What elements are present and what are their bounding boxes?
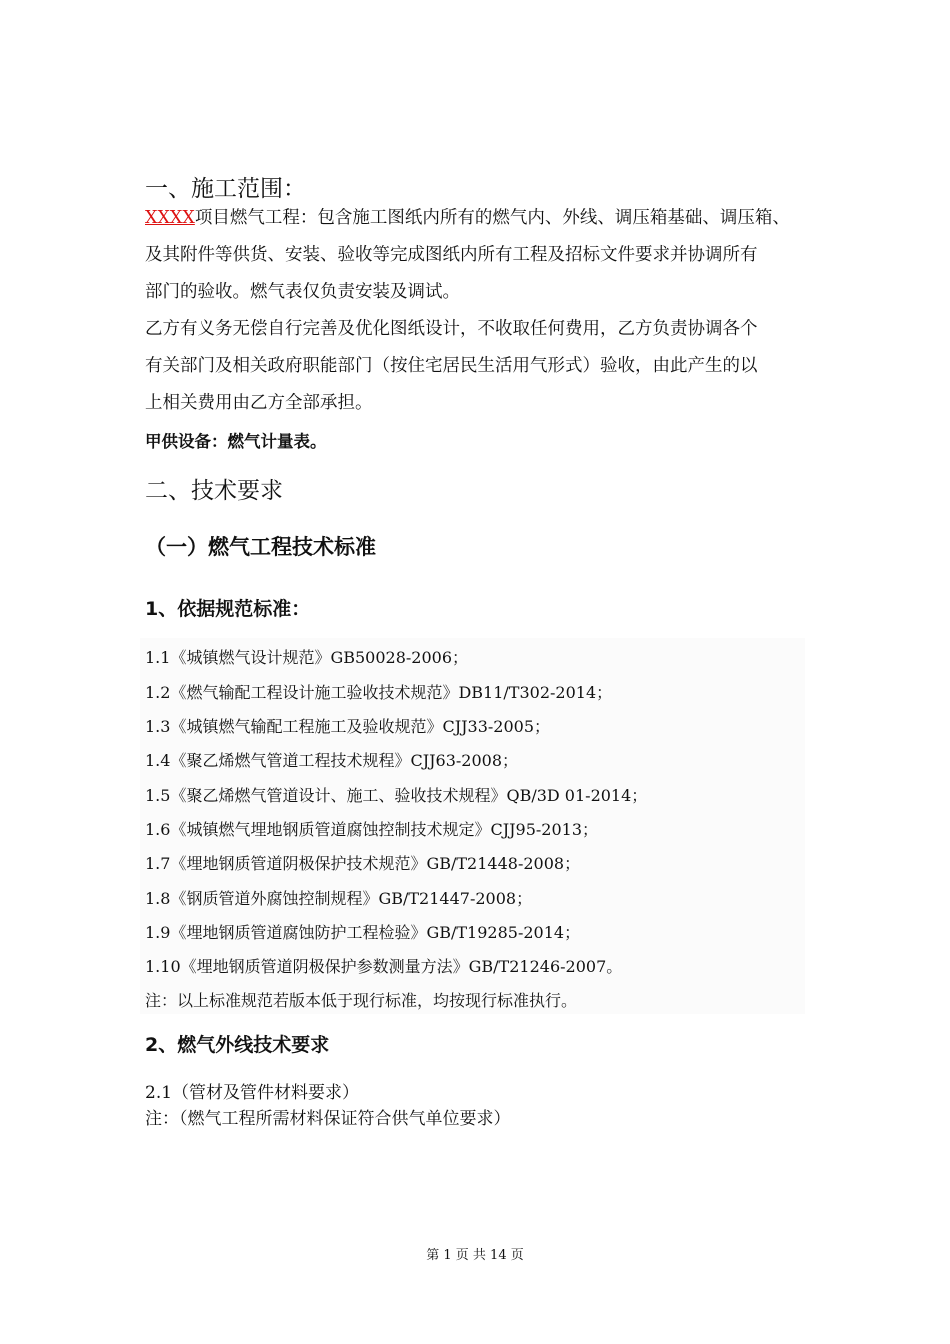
scope-line-1-text: 项目燃气工程：包含施工图纸内所有的燃气内、外线、调压箱基础、调压箱、 bbox=[194, 208, 790, 228]
pipe-material-requirements: 2.1（管材及管件材料要求） bbox=[145, 1083, 360, 1103]
standard-item: 1.5《聚乙烯燃气管道设计、施工、验收技术规程》QB/3D 01-2014； bbox=[145, 786, 648, 805]
standards-note: 注：以上标准规范若版本低于现行标准，均按现行标准执行。 bbox=[145, 991, 578, 1010]
heading-gas-technical-standards: （一）燃气工程技术标准 bbox=[145, 535, 376, 559]
scope-line-4: 乙方有义务无偿自行完善及优化图纸设计，不收取任何费用，乙方负责协调各个 bbox=[145, 319, 758, 339]
heading-outdoor-gas-requirements: 2、燃气外线技术要求 bbox=[145, 1034, 330, 1056]
scope-line-2: 及其附件等供货、安装、验收等完成图纸内所有工程及招标文件要求并协调所有 bbox=[145, 245, 758, 265]
scope-paragraph bbox=[145, 200, 810, 422]
standard-item: 1.8《钢质管道外腐蚀控制规程》GB/T21447-2008； bbox=[145, 889, 533, 908]
standard-item: 1.9《埋地钢质管道腐蚀防护工程检验》GB/T19285-2014； bbox=[145, 923, 581, 942]
standard-item: 1.3《城镇燃气输配工程施工及验收规范》CJJ33-2005； bbox=[145, 717, 551, 736]
heading-construction-scope: 一、施工范围： bbox=[145, 176, 306, 202]
standard-item: 1.4《聚乙烯燃气管道工程技术规程》CJJ63-2008； bbox=[145, 751, 519, 770]
standard-item: 1.1《城镇燃气设计规范》GB50028-2006； bbox=[145, 648, 469, 667]
scope-line-5: 有关部门及相关政府职能部门（按住宅居民生活用气形式）验收，由此产生的以 bbox=[145, 356, 758, 376]
scope-line-3: 部门的验收。燃气表仅负责安装及调试。 bbox=[145, 282, 460, 302]
scope-line-6: 上相关费用由乙方全部承担。 bbox=[145, 393, 373, 413]
standard-item: 1.7《埋地钢质管道阴极保护技术规范》GB/T21448-2008； bbox=[145, 854, 581, 873]
standard-item: 1.2《燃气输配工程设计施工验收技术规范》DB11/T302-2014； bbox=[145, 683, 613, 702]
page-footer: 第 1 页 共 14 页 bbox=[426, 1248, 524, 1263]
material-note: 注：（燃气工程所需材料保证符合供气单位要求） bbox=[145, 1109, 511, 1129]
project-name-placeholder: XXXX bbox=[145, 208, 195, 228]
standard-item: 1.6《城镇燃气埋地钢质管道腐蚀控制技术规定》CJJ95-2013； bbox=[145, 820, 599, 839]
heading-reference-standards: 1、依据规范标准： bbox=[145, 598, 311, 620]
heading-technical-requirements: 二、技术要求 bbox=[145, 478, 283, 504]
scope-line-1 bbox=[145, 200, 810, 237]
owner-supplied-equipment: 甲供设备：燃气计量表。 bbox=[145, 432, 327, 451]
standard-item: 1.10《埋地钢质管道阴极保护参数测量方法》GB/T21246-2007。 bbox=[145, 957, 623, 976]
